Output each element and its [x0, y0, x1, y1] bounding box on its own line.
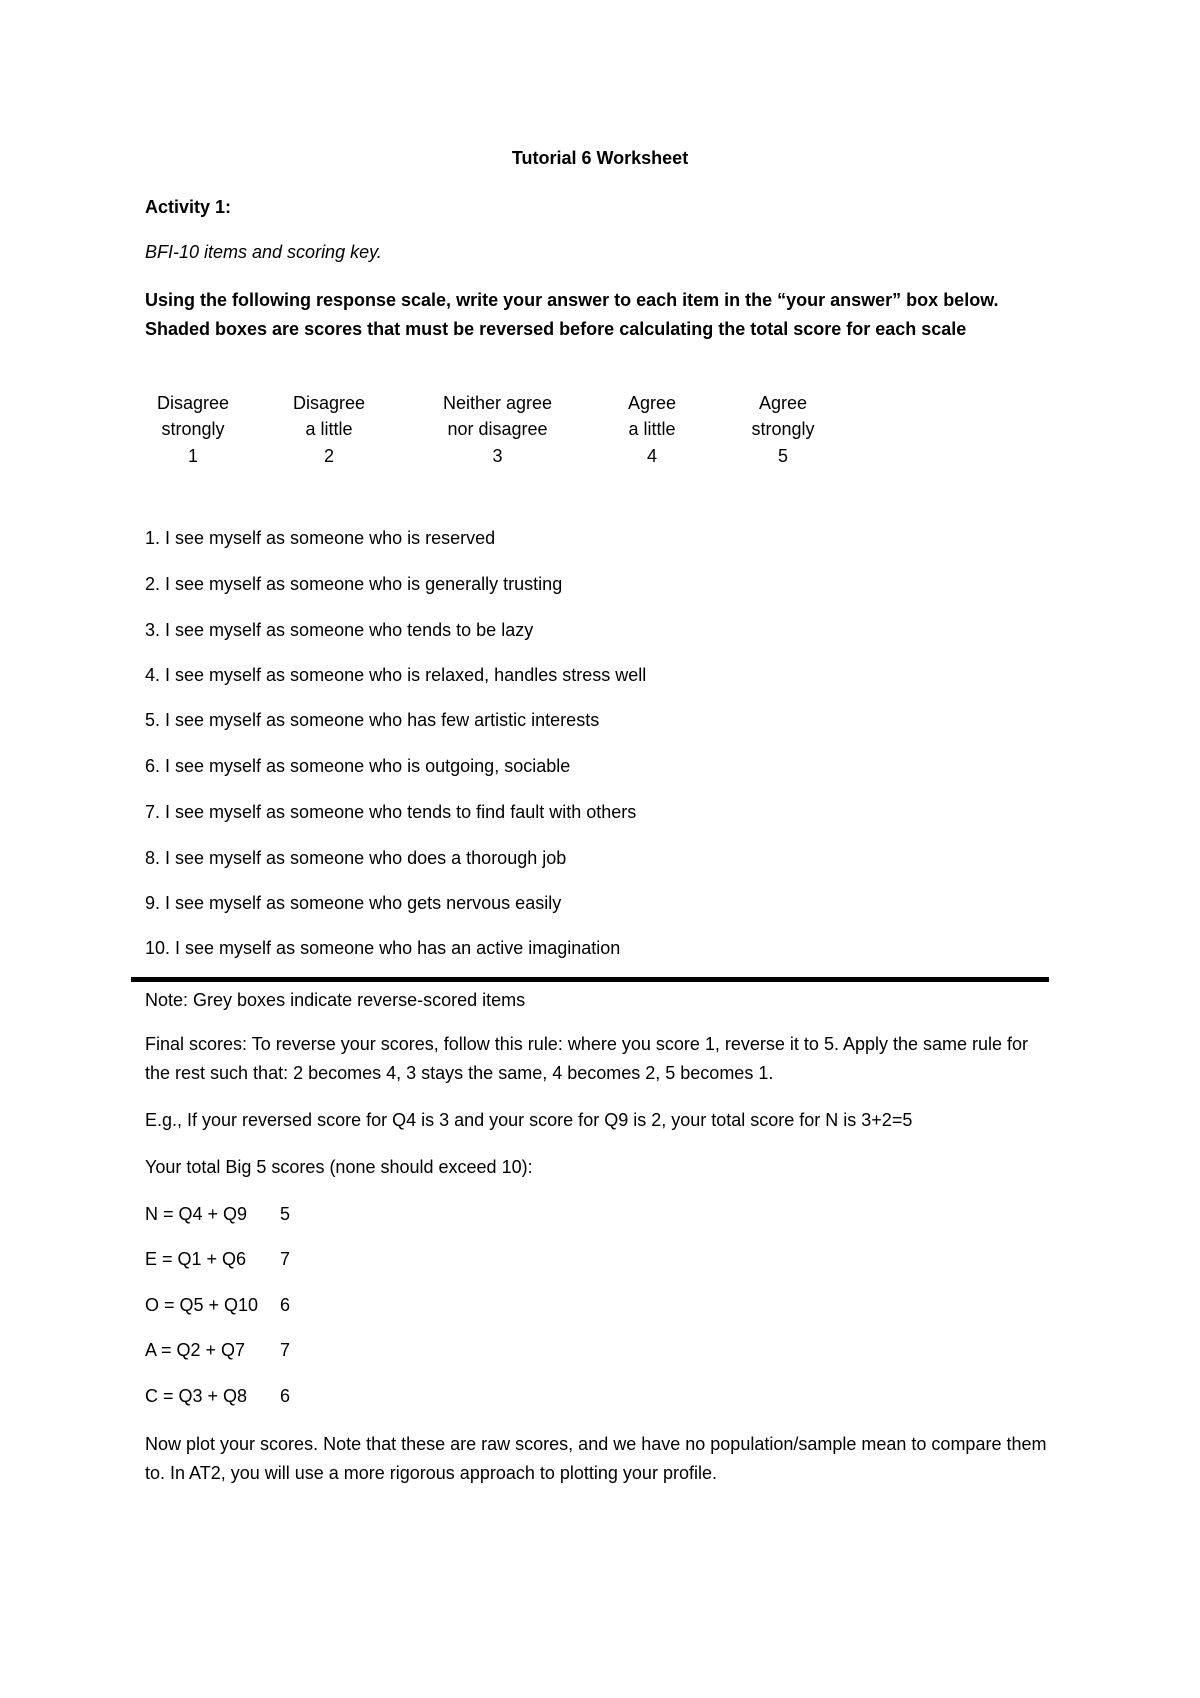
score-value: 6 [280, 1386, 291, 1406]
scale-value: 4 [646, 446, 657, 466]
scale-label-line1: Neither agree [442, 393, 553, 413]
scale-option-5 [742, 390, 824, 469]
scale-label-line1: Disagree [292, 393, 366, 413]
final-scores-rule: Final scores: To reverse your scores, follow this rule: where you score 1, reverse it to 5. Apply the same rule for the rest such that: 2 becomes 4, 3 stays the same, 4 becomes 2, 5 becomes 1. [145, 1034, 1029, 1083]
item-9: 9. I see myself as someone who gets nervous easily [145, 893, 562, 913]
totals-heading: Your total Big 5 scores (none should exceed 10): [145, 1157, 533, 1177]
score-formula: N = Q4 + Q9 [145, 1204, 248, 1224]
scale-label-line2: a little [305, 419, 353, 439]
scale-value: 2 [323, 446, 334, 466]
score-formula: A = Q2 + Q7 [145, 1340, 246, 1360]
item-1: 1. I see myself as someone who is reserved [145, 528, 496, 548]
scale-value: 1 [187, 446, 198, 466]
scale-label-line2: nor disagree [447, 419, 548, 439]
scale-label-line2: strongly [751, 419, 815, 439]
scale-label-line2: strongly [161, 419, 225, 439]
score-formula: E = Q1 + Q6 [145, 1249, 247, 1269]
item-8: 8. I see myself as someone who does a thorough job [145, 848, 567, 868]
item-6: 6. I see myself as someone who is outgoing, sociable [145, 756, 571, 776]
example: E.g., If your reversed score for Q4 is 3 and your score for Q9 is 2, your total score for N is 3+2=5 [145, 1110, 913, 1130]
scale-option-1 [145, 390, 241, 469]
scale-value: 3 [492, 446, 503, 466]
scale-option-3 [425, 390, 570, 469]
item-7: 7. I see myself as someone who tends to find fault with others [145, 802, 637, 822]
score-formula: C = Q3 + Q8 [145, 1386, 248, 1406]
score-value: 6 [280, 1295, 291, 1315]
scale-option-4 [617, 390, 687, 469]
instructions: Using the following response scale, write your answer to each item in the “your answer” box below. Shaded boxes are scores that must be reversed before calculating the total score for each scale [145, 290, 999, 339]
scale-label-line1: Disagree [156, 393, 230, 413]
subtitle: BFI-10 items and scoring key. [145, 242, 382, 262]
scale-label-line2: a little [628, 419, 676, 439]
item-10: 10. I see myself as someone who has an active imagination [145, 938, 621, 958]
item-2: 2. I see myself as someone who is generally trusting [145, 574, 563, 594]
section-divider [131, 977, 1049, 982]
score-value: 5 [280, 1204, 291, 1224]
item-4: 4. I see myself as someone who is relaxed, handles stress well [145, 665, 647, 685]
score-row-o [145, 1295, 290, 1316]
activity-heading: Activity 1: [145, 197, 232, 217]
scale-label-line1: Agree [758, 393, 808, 413]
page-title: Tutorial 6 Worksheet [511, 148, 689, 168]
closing-paragraph: Now plot your scores. Note that these are raw scores, and we have no population/sample mean to compare them to. In AT2, you will use a more rigorous approach to plotting your profile. [145, 1434, 1047, 1483]
score-row-n [145, 1204, 290, 1225]
score-row-a [145, 1340, 290, 1361]
score-value: 7 [280, 1340, 291, 1360]
scale-label-line1: Agree [627, 393, 677, 413]
scale-option-2 [283, 390, 375, 469]
score-row-e [145, 1249, 290, 1270]
score-row-c [145, 1386, 290, 1407]
score-formula: O = Q5 + Q10 [145, 1295, 259, 1315]
item-3: 3. I see myself as someone who tends to be lazy [145, 620, 534, 640]
scale-value: 5 [777, 446, 788, 466]
note: Note: Grey boxes indicate reverse-scored items [145, 990, 526, 1010]
score-value: 7 [280, 1249, 291, 1269]
item-5: 5. I see myself as someone who has few artistic interests [145, 710, 600, 730]
